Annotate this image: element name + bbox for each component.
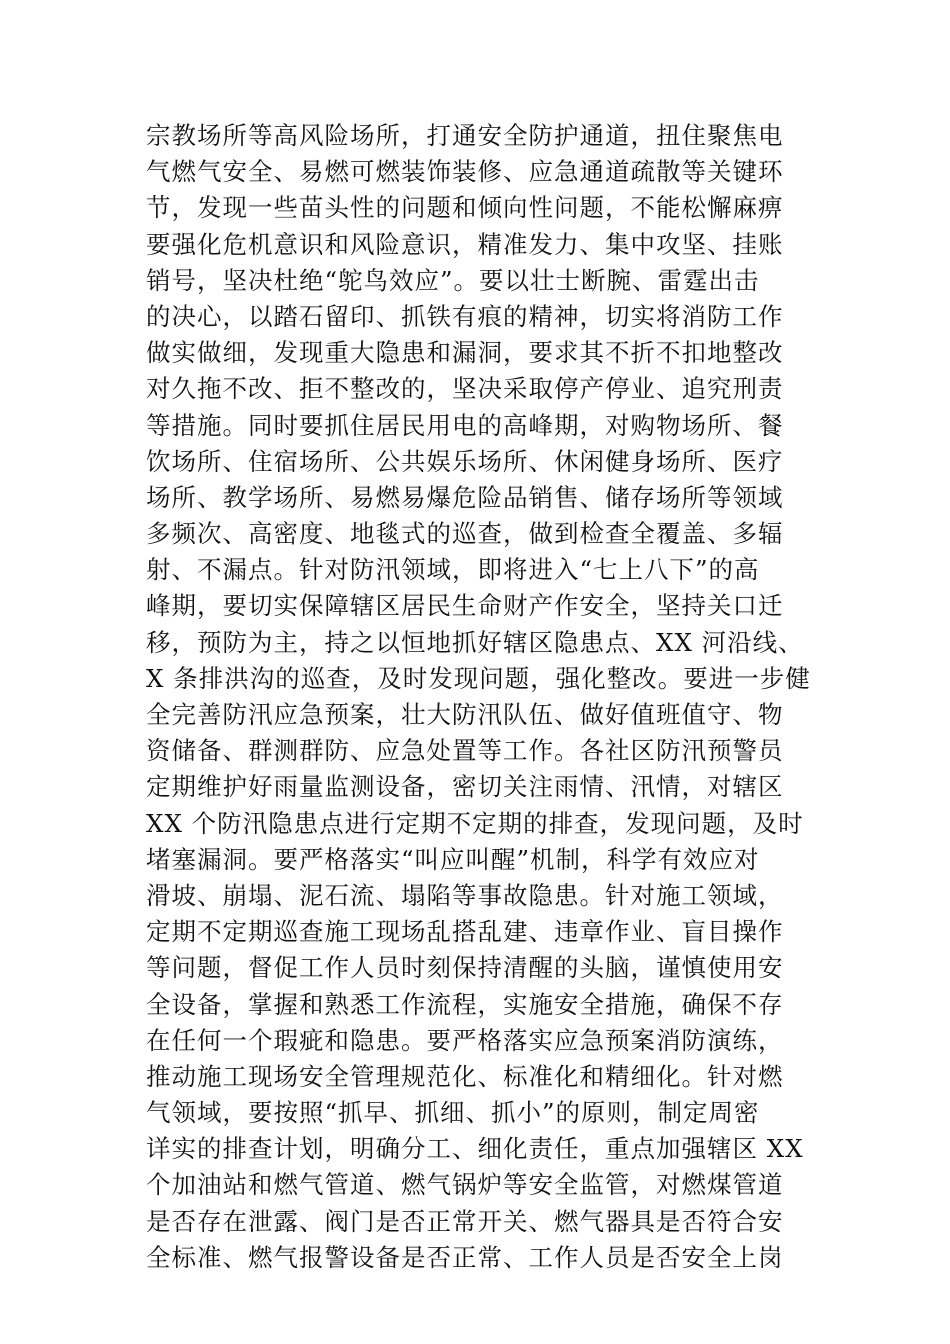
- text-line: X 条排洪沟的巡查，及时发现问题，强化整改。要进一步健: [146, 663, 811, 693]
- body-text: [146, 118, 826, 1276]
- text-line: 场所、教学场所、易燃易爆危险品销售、储存场所等领域: [146, 482, 784, 512]
- text-line: 在任何一个瑕疵和隐患。要严格落实应急预案消防演练，: [146, 1025, 784, 1055]
- text-line: 对久拖不改、拒不整改的，坚决采取停产停业、追究刑责: [146, 374, 784, 404]
- text-line: 宗教场所等高风险场所，打通安全防护通道，扭住聚焦电: [146, 121, 784, 150]
- text-line: 等问题，督促工作人员时刻保持清醒的头脑，谨慎使用安: [146, 953, 784, 983]
- text-line: 多频次、高密度、地毯式的巡查，做到检查全覆盖、多辐: [146, 519, 784, 549]
- text-line: 推动施工现场安全管理规范化、标准化和精细化。针对燃: [146, 1061, 784, 1091]
- text-line: 峰期，要切实保障辖区居民生命财产作安全，坚持关口迁: [146, 591, 784, 621]
- text-line: 个加油站和燃气管道、燃气锅炉等安全监管，对燃煤管道: [146, 1170, 784, 1200]
- text-line: 堵塞漏洞。要严格落实“叫应叫醒”机制，科学有效应对: [146, 844, 760, 874]
- text-line: 射、不漏点。针对防汛领域，即将进入“七上八下”的高: [146, 555, 760, 585]
- text-line: 气燃气安全、易燃可燃装饰装修、应急通道疏散等关键环: [146, 157, 784, 187]
- text-line: 要强化危机意识和风险意识，精准发力、集中攻坚、挂账: [146, 229, 784, 259]
- text-line: 节，发现一些苗头性的问题和倾向性问题，不能松懈麻痹: [146, 193, 784, 223]
- text-line: 全完善防汛应急预案，壮大防汛队伍、做好值班值守、物: [146, 700, 784, 729]
- text-line: 气领域，要按照“抓早、抓细、抓小”的原则，制定周密: [146, 1098, 760, 1128]
- text-line: 资储备、群测群防、应急处置等工作。各社区防汛预警员: [146, 736, 784, 766]
- text-line: 做实做细，发现重大隐患和漏洞，要求其不折不扣地整改: [146, 338, 784, 368]
- text-line: 饮场所、住宿场所、公共娱乐场所、休闲健身场所、医疗: [146, 446, 784, 476]
- text-line: 定期维护好雨量监测设备，密切关注雨情、汛情，对辖区: [146, 772, 784, 802]
- text-line: 定期不定期巡查施工现场乱搭乱建、违章作业、盲目操作: [146, 917, 784, 947]
- text-line: 详实的排查计划，明确分工、细化责任，重点加强辖区 XX: [146, 1134, 804, 1164]
- text-line: 是否存在泄露、阀门是否正常开关、燃气器具是否符合安: [146, 1206, 784, 1236]
- text-line: 滑坡、崩塌、泥石流、塌陷等事故隐患。针对施工领域，: [146, 880, 784, 910]
- text-line: XX 个防汛隐患点进行定期不定期的排查，发现问题，及时: [146, 808, 804, 838]
- text-line: 销号，坚决杜绝“鸵鸟效应”。要以壮士断腕、雷霆出击: [146, 265, 760, 295]
- text-line: 全设备，掌握和熟悉工作流程，实施安全措施，确保不存: [146, 989, 784, 1019]
- text-line: 的决心，以踏石留印、抓铁有痕的精神，切实将消防工作: [146, 301, 784, 331]
- text-line: 等措施。同时要抓住居民用电的高峰期，对购物场所、餐: [146, 410, 784, 440]
- text-line: 全标准、燃气报警设备是否正常、工作人员是否安全上岗: [146, 1242, 784, 1272]
- text-line: 移，预防为主，持之以恒地抓好辖区隐患点、XX 河沿线、: [146, 627, 804, 657]
